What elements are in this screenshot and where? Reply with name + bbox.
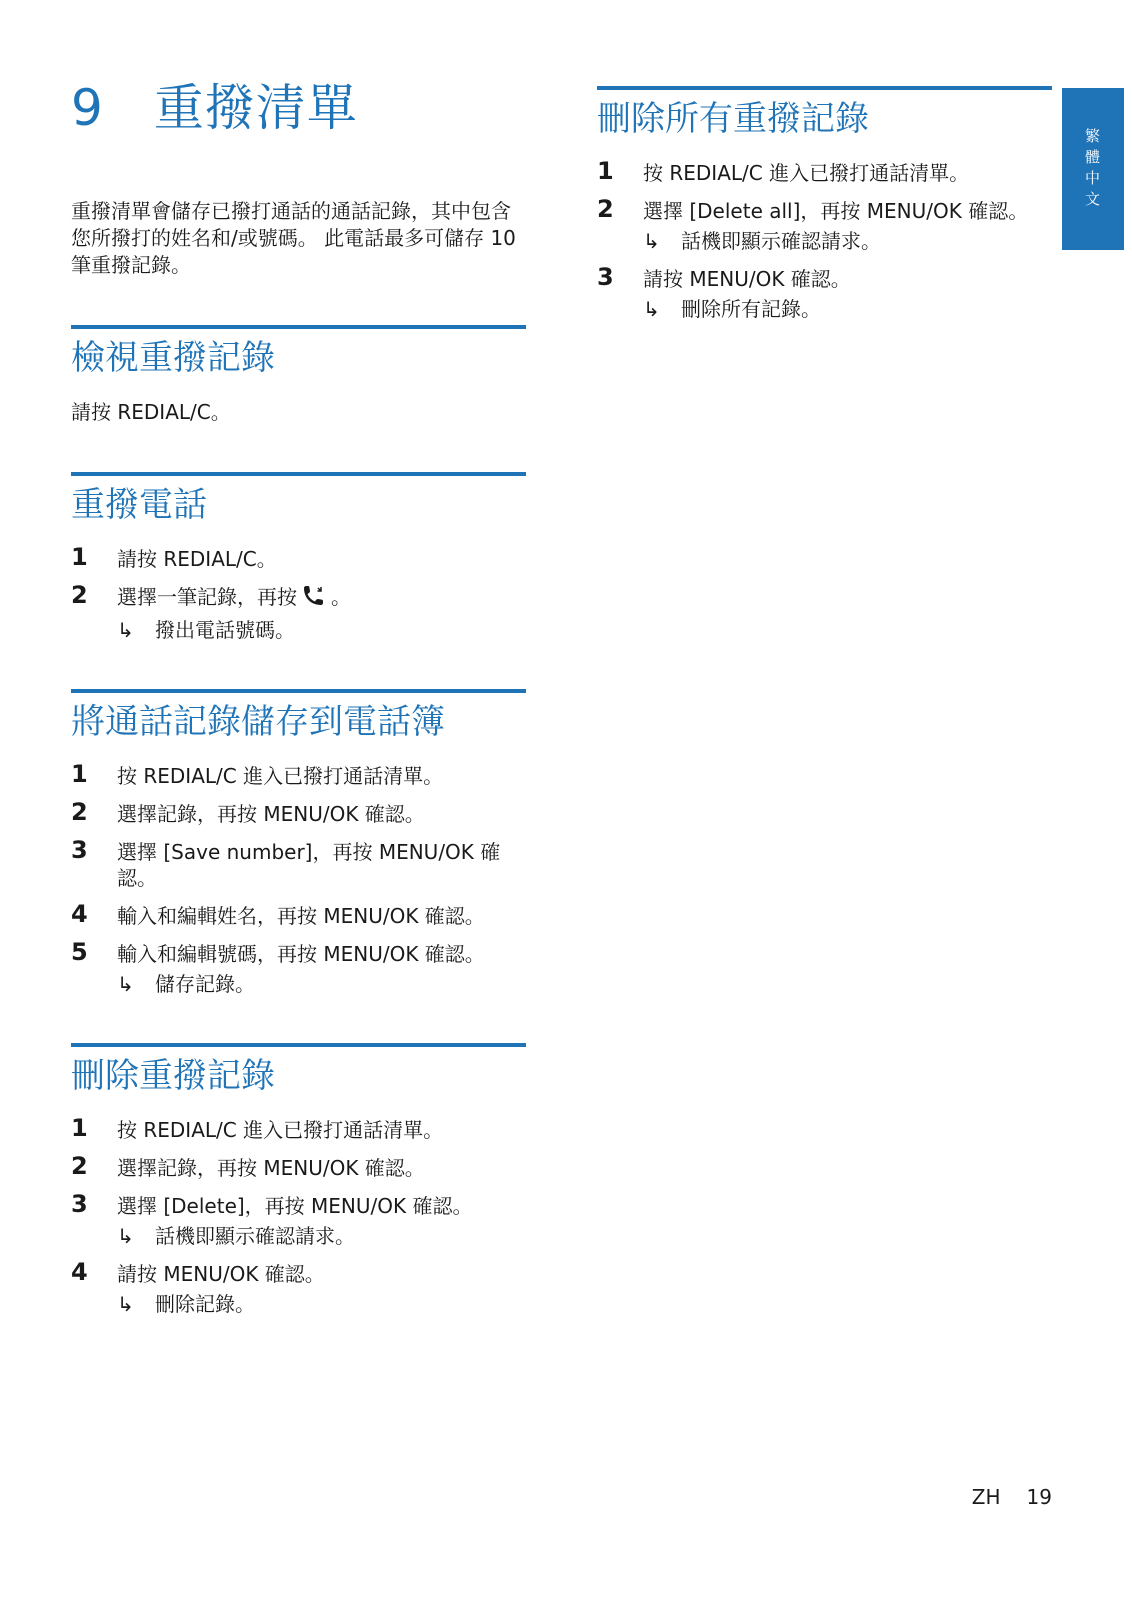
step-list [597,157,1052,322]
step-result [117,971,526,997]
step-text: 請按 MENU/OK 確認。 [117,1262,325,1286]
result-text: 刪除所有記錄。 [681,297,821,321]
chapter-title-text: 重撥清單 [153,79,358,137]
step-item [71,543,526,572]
chapter-title [71,78,526,138]
result-text: 話機即顯示確認請求。 [155,1224,355,1248]
step-number: 1 [597,157,614,185]
step-number: 3 [71,836,88,864]
step-number: 2 [71,798,88,826]
section-rule [71,472,526,476]
step-item [71,581,526,643]
right-column [597,86,1052,334]
step-result [117,1223,526,1249]
step-text: 選擇 [Save number]，再按 MENU/OK 確認。 [117,840,501,890]
step-text: 輸入和編輯號碼，再按 MENU/OK 確認。 [117,942,485,966]
left-column [71,60,526,1329]
result-text: 刪除記錄。 [155,1292,255,1316]
step-text: 選擇一筆記錄，再按 [117,585,297,609]
section-redial-call [71,472,526,643]
step-number: 3 [597,263,614,291]
step-item [597,157,1052,186]
result-arrow-icon: ↳ [117,618,134,642]
section-title: 刪除重撥記錄 [71,1056,275,1096]
section-title: 檢視重撥記錄 [71,338,275,378]
phone-call-icon [301,585,327,613]
step-item [71,760,526,789]
chapter-number: 9 [71,79,104,137]
step-result [643,228,1052,254]
step-item [71,1114,526,1143]
step-text: 按 REDIAL/C 進入已撥打通話清單。 [117,764,444,788]
step-text: 請按 REDIAL/C。 [117,547,277,571]
section-save-to-phonebook [71,689,526,997]
result-arrow-icon: ↳ [117,1224,134,1248]
step-number: 1 [71,760,88,788]
step-number: 4 [71,1258,88,1286]
step-text: 輸入和編輯姓名，再按 MENU/OK 確認。 [117,904,485,928]
footer-language: ZH [971,1485,1001,1509]
step-list [71,760,526,997]
section-title: 將通話記錄儲存到電話簿 [71,702,445,742]
result-text: 撥出電話號碼。 [155,618,295,642]
step-text: 選擇記錄，再按 MENU/OK 確認。 [117,1156,425,1180]
step-item [597,263,1052,322]
step-item [71,798,526,827]
step-text: 請按 MENU/OK 確認。 [643,267,851,291]
section-view-redial [71,325,526,426]
step-number: 3 [71,1190,88,1218]
section-delete-redial [71,1043,526,1317]
page-footer [972,1485,1052,1509]
result-text: 儲存記錄。 [155,972,255,996]
result-arrow-icon: ↳ [117,1292,134,1316]
section-title: 刪除所有重撥記錄 [597,99,869,139]
result-text: 話機即顯示確認請求。 [681,229,881,253]
step-result [117,1291,526,1317]
step-text: 選擇記錄，再按 MENU/OK 確認。 [117,802,425,826]
intro-paragraph: 重撥清單會儲存已撥打通話的通話記錄，其中包含您所撥打的姓名和/或號碼。 此電話最多可儲存 10 筆重撥記錄。 [71,199,516,277]
section-rule [71,325,526,329]
section-rule [597,86,1052,90]
step-list [71,1114,526,1317]
step-item [71,1258,526,1317]
section-rule [71,1043,526,1047]
section-delete-all-redial [597,86,1052,322]
section-rule [71,689,526,693]
step-number: 1 [71,1114,88,1142]
step-text: 按 REDIAL/C 進入已撥打通話清單。 [643,161,970,185]
result-arrow-icon: ↳ [643,229,660,253]
step-text: 選擇 [Delete all]，再按 MENU/OK 確認。 [643,199,1029,223]
step-number: 2 [71,1152,88,1180]
step-number: 2 [71,581,88,609]
language-side-tab [1062,88,1124,250]
step-result [643,296,1052,322]
result-arrow-icon: ↳ [117,972,134,996]
step-number: 4 [71,900,88,928]
step-text-end: 。 [331,585,351,609]
step-text: 選擇 [Delete]，再按 MENU/OK 確認。 [117,1194,473,1218]
step-item [71,938,526,997]
page-number: 19 [1026,1485,1052,1509]
language-tab-label: 繁體中文 [1083,128,1101,212]
step-item [597,195,1052,254]
step-number: 2 [597,195,614,223]
step-number: 5 [71,938,88,966]
step-item [71,836,526,891]
section-text: 請按 REDIAL/C。 [71,400,231,424]
result-arrow-icon: ↳ [643,297,660,321]
step-item [71,1190,526,1249]
step-number: 1 [71,543,88,571]
step-result [117,617,526,643]
step-text: 按 REDIAL/C 進入已撥打通話清單。 [117,1118,444,1142]
step-item [71,1152,526,1181]
section-title: 重撥電話 [71,485,207,525]
step-list [71,543,526,643]
step-item [71,900,526,929]
